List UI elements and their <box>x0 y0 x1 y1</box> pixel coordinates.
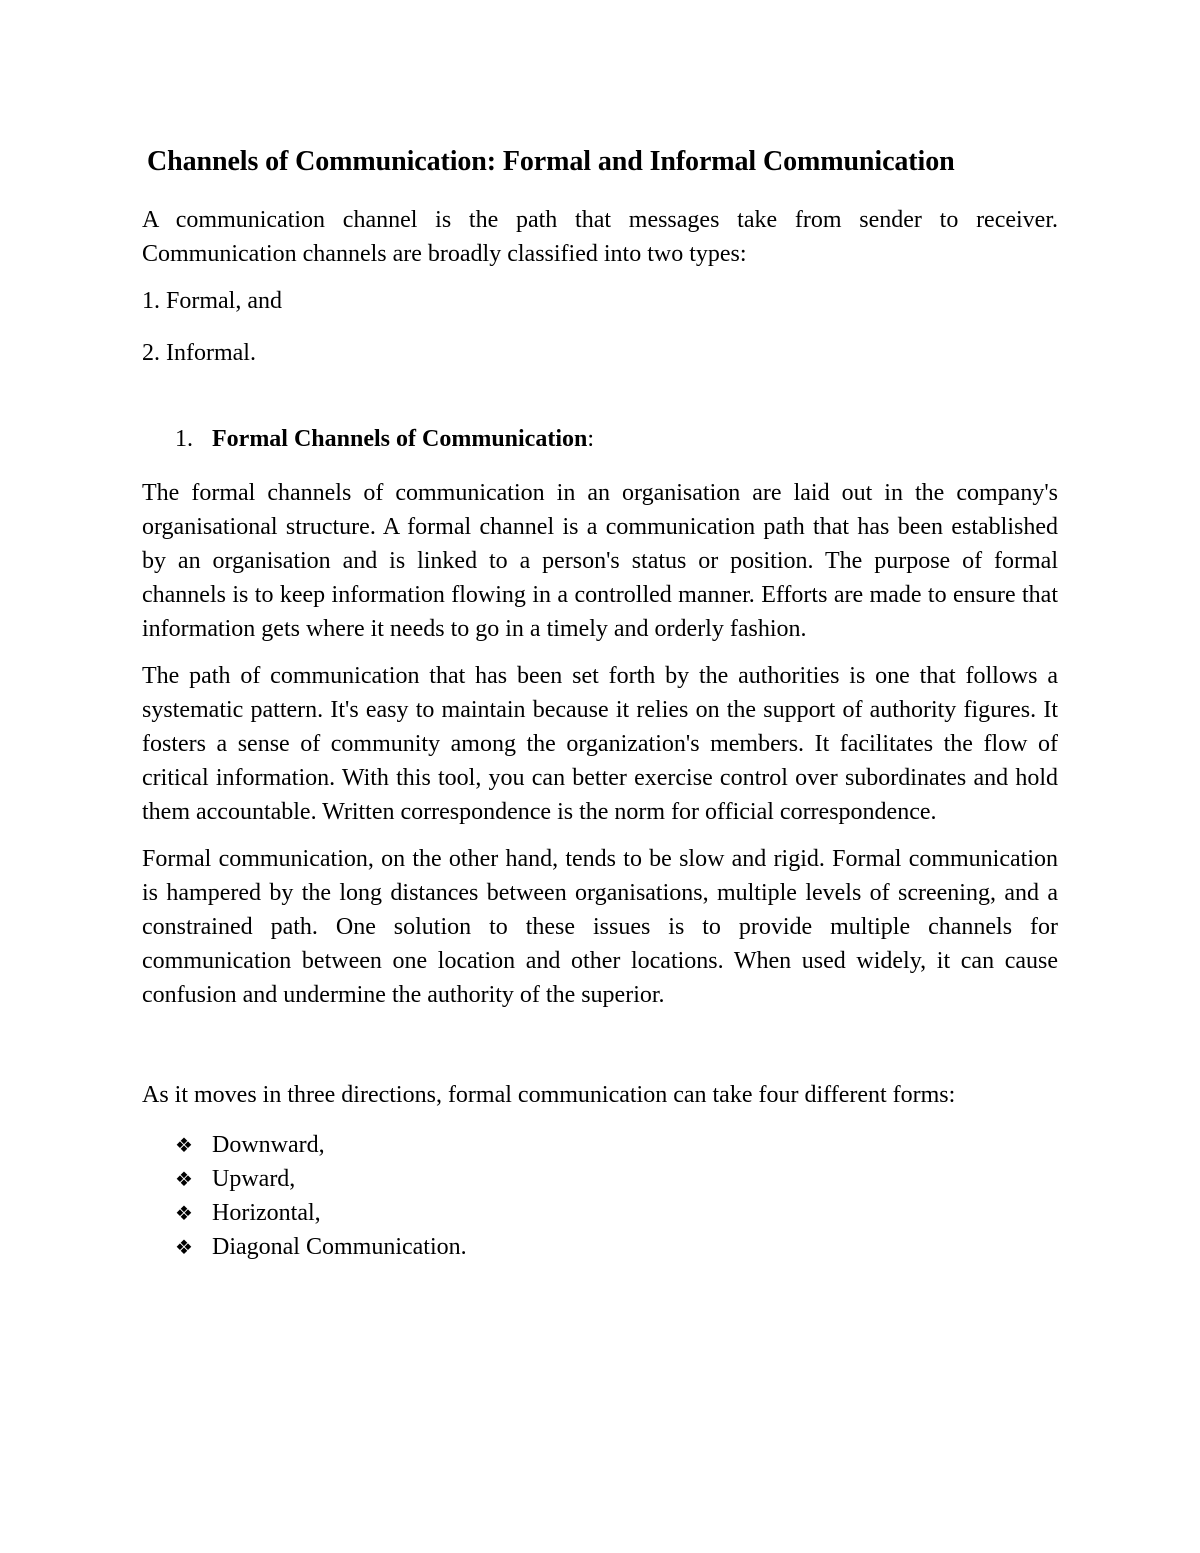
list-item-label: Horizontal, <box>212 1200 321 1226</box>
type-item-formal: 1. Formal, and <box>142 288 282 314</box>
list-item <box>175 1230 1058 1264</box>
document-title: Channels of Communication: Formal and Informal Communication <box>147 146 955 177</box>
section-paragraph-3: Formal communication, on the other hand, tends to be slow and rigid. Formal communication is hampered by the long distances between organisations, multiple levels of screening, and a constrained path. One solution to these issues is to provide multiple channels for communication between one location and other locations. When used widely, it can cause confusion and undermine the authority of the superior. <box>142 846 1058 1008</box>
list-item <box>175 1162 1058 1196</box>
list-item <box>175 1196 1058 1230</box>
list-item-label: Diagonal Communication. <box>212 1234 467 1260</box>
section-paragraph-1: The formal channels of communication in an organisation are laid out in the company's organisational structure. A formal channel is a communication path that has been established by an organisation and is linked to a person's status or position. The purpose of formal channels is to keep information flowing in a controlled manner. Efforts are made to ensure that information gets where it needs to go in a timely and orderly fashion. <box>142 480 1058 642</box>
diamond-flower-bullet-icon: ❖ <box>175 1235 193 1259</box>
section-heading-text: Formal Channels of Communication <box>212 426 588 452</box>
type-item-informal: 2. Informal. <box>142 340 256 366</box>
section-heading-colon: : <box>587 426 595 452</box>
diamond-flower-bullet-icon: ❖ <box>175 1167 193 1191</box>
section-heading-formal-channels <box>142 422 1058 456</box>
section-number: 1. <box>175 426 193 452</box>
forms-intro-paragraph: As it moves in three directions, formal communication can take four different forms: <box>142 1082 956 1108</box>
diamond-flower-bullet-icon: ❖ <box>175 1201 193 1225</box>
list-item <box>175 1128 1058 1162</box>
forms-bullet-list <box>142 1128 1058 1264</box>
section-paragraph-2: The path of communication that has been set forth by the authorities is one that follows a systematic pattern. It's easy to maintain because it relies on the support of authority figures. It fosters a sense of community among the organization's members. It facilitates the flow of critical information. With this tool, you can better exercise control over subordinates and hold them accountable. Written correspondence is the norm for official correspondence. <box>142 663 1058 825</box>
intro-paragraph: A communication channel is the path that messages take from sender to receiver. Communication channels are broadly classified into two types: <box>142 207 1058 267</box>
list-item-label: Downward, <box>212 1132 325 1158</box>
list-item-label: Upward, <box>212 1166 296 1192</box>
diamond-flower-bullet-icon: ❖ <box>175 1133 193 1157</box>
